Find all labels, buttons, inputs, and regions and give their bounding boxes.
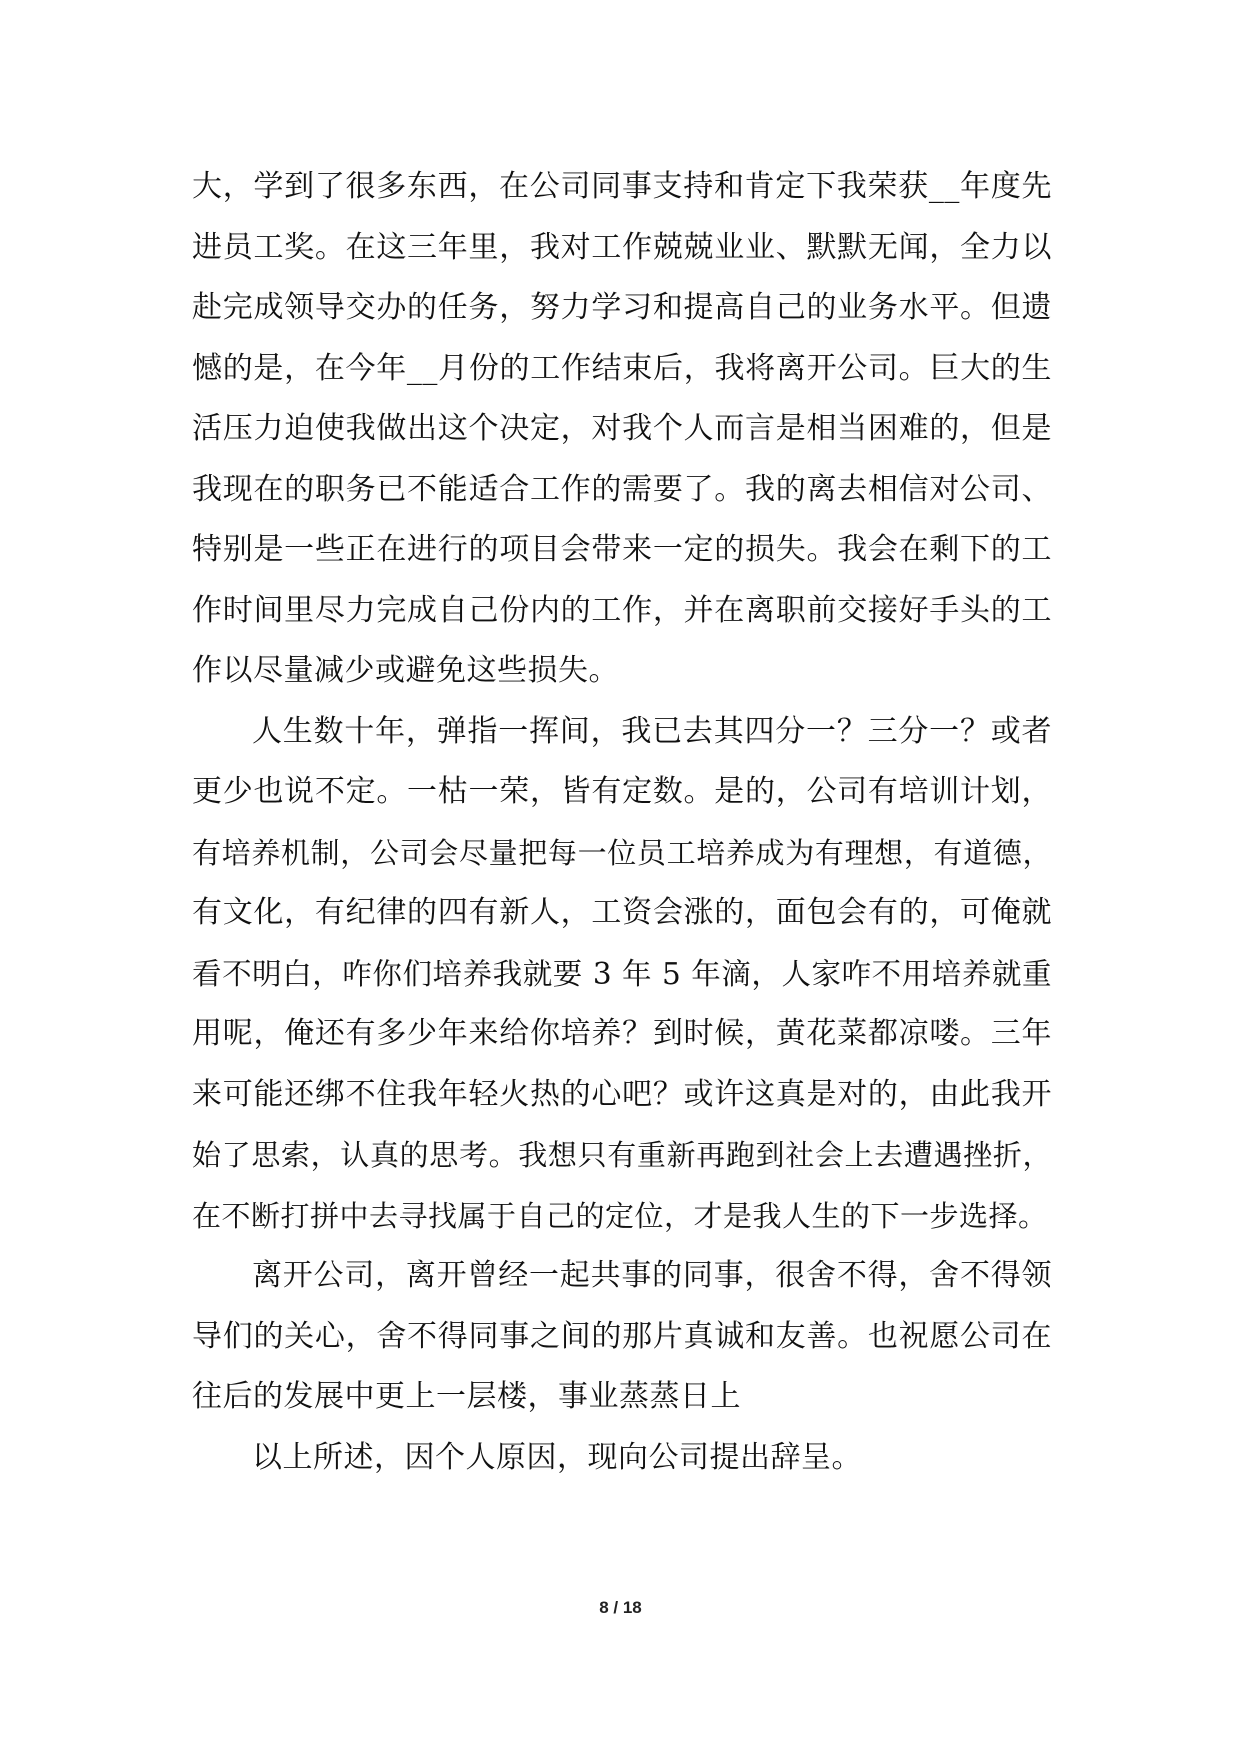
text-line: 看不明白，咋你们培养我就要 3 年 5 年滴，人家咋不用培养就重	[192, 956, 1052, 991]
paragraph-2	[192, 702, 1052, 1247]
text-line: 活压力迫使我做出这个决定，对我个人而言是相当困难的，但是	[192, 411, 1052, 446]
text-line: 大，学到了很多东西，在公司同事支持和肯定下我荣获__年度先	[192, 169, 1052, 204]
page-number: 8 / 18	[599, 1598, 642, 1617]
text-line: 特别是一些正在进行的项目会带来一定的损失。我会在剩下的工	[192, 532, 1052, 567]
text-line: 有文化，有纪律的四有新人，工资会涨的，面包会有的，可俺就	[192, 895, 1052, 930]
paragraph-4	[192, 1428, 1052, 1489]
text-line: 作时间里尽力完成自己份内的工作，并在离职前交接好手头的工	[192, 592, 1052, 628]
text-line: 用呢，俺还有多少年来给你培养？到时候，黄花菜都凉喽。三年	[192, 1016, 1052, 1051]
text-line: 进员工奖。在这三年里，我对工作兢兢业业、默默无闻，全力以	[192, 229, 1052, 265]
text-line: 离开公司，离开曾经一起共事的同事，很舍不得，舍不得领	[252, 1258, 1052, 1293]
text-line: 始了思索，认真的思考。我想只有重新再跑到社会上去遭遇挫折，	[192, 1138, 1052, 1172]
text-line: 憾的是，在今年__月份的工作结束后，我将离开公司。巨大的生	[192, 350, 1052, 386]
text-line: 导们的关心，舍不得同事之间的那片真诚和友善。也祝愿公司在	[192, 1318, 1052, 1354]
text-line: 来可能还绑不住我年轻火热的心吧？或许这真是对的，由此我开	[192, 1076, 1052, 1112]
text-line: 人生数十年，弹指一挥间，我已去其四分一？三分一？或者	[252, 713, 1052, 749]
text-line: 赴完成领导交办的任务，努力学习和提高自己的业务水平。但遗	[192, 290, 1052, 325]
text-line: 我现在的职务已不能适合工作的需要了。我的离去相信对公司、	[192, 471, 1052, 507]
text-line: 作以尽量减少或避免这些损失。	[192, 653, 619, 688]
text-line: 有培养机制，公司会尽量把每一位员工培养成为有理想，有道德，	[192, 835, 1052, 870]
text-line: 更少也说不定。一枯一荣，皆有定数。是的，公司有培训计划，	[192, 774, 1052, 809]
text-line: 往后的发展中更上一层楼，事业蒸蒸日上	[192, 1379, 741, 1414]
text-line: 以上所述，因个人原因，现向公司提出辞呈。	[252, 1439, 862, 1475]
paragraph-3	[192, 1246, 1052, 1428]
document-body	[192, 157, 1052, 1488]
text-line: 在不断打拼中去寻找属于自己的定位，才是我人生的下一步选择。	[192, 1198, 1048, 1233]
paragraph-1	[192, 157, 1052, 702]
